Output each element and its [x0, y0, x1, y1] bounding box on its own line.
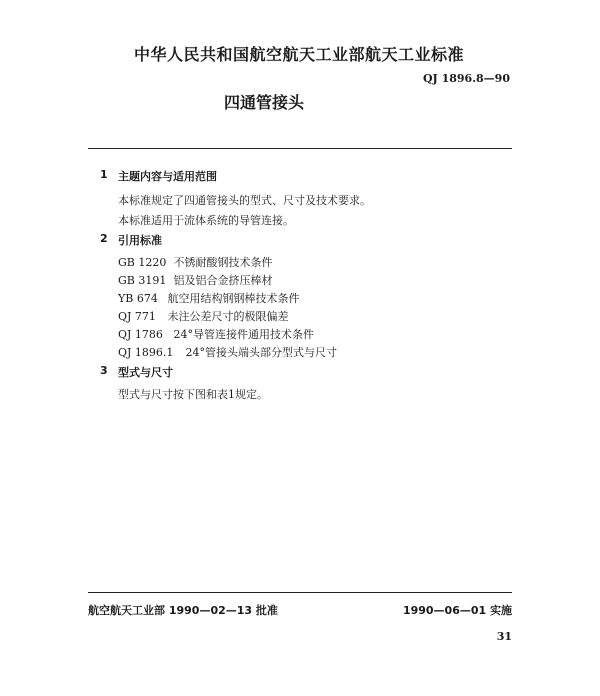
section-1-paragraph: 本标准适用于流体系统的导管连接。 — [118, 214, 294, 227]
section-1-number: 1 — [100, 168, 108, 181]
reference-text: 不锈耐酸钢技术条件 — [173, 256, 273, 269]
section-2-number: 2 — [100, 232, 108, 245]
approval-line: 航空航天工业部 1990—02—13 批准 — [88, 604, 278, 617]
reference-text: 铝及铝合金挤压棒材 — [173, 274, 273, 287]
reference-item — [118, 290, 300, 306]
reference-code: QJ 1786 — [118, 328, 163, 341]
effective-date: 1990—06—01 实施 — [402, 604, 512, 617]
reference-code: QJ 771 — [118, 310, 156, 323]
section-1-paragraph: 本标准规定了四通管接头的型式、尺寸及技术要求。 — [118, 194, 371, 207]
reference-item — [118, 272, 273, 288]
reference-text: 航空用结构钢钢棒技术条件 — [167, 292, 300, 305]
organization-title: 中华人民共和国航空航天工业部航天工业标准 — [134, 45, 465, 64]
section-3-number: 3 — [100, 364, 108, 377]
reference-item — [118, 344, 337, 360]
standard-number: QJ 1896.8—90 — [422, 72, 510, 85]
section-3-paragraph: 型式与尺寸按下图和表1规定。 — [118, 388, 268, 401]
section-1-title: 主题内容与适用范围 — [118, 170, 217, 183]
document-title: 四通管接头 — [224, 93, 305, 112]
reference-item — [118, 308, 289, 324]
section-3-title: 型式与尺寸 — [118, 366, 173, 379]
reference-text: 24°管接头端头部分型式与尺寸 — [185, 346, 337, 359]
reference-item — [118, 326, 314, 342]
reference-item — [118, 254, 273, 270]
section-2-title: 引用标准 — [118, 234, 162, 247]
reference-code: GB 3191 — [118, 274, 167, 287]
header-divider — [88, 148, 512, 149]
reference-text: 未注公差尺寸的极限偏差 — [167, 310, 289, 323]
reference-code: YB 674 — [118, 292, 158, 305]
reference-code: GB 1220 — [118, 256, 167, 269]
page-number: 31 — [496, 630, 512, 643]
reference-text: 24°导管连接件通用技术条件 — [173, 328, 314, 341]
reference-code: QJ 1896.1 — [118, 346, 174, 359]
footer-divider — [88, 592, 512, 593]
